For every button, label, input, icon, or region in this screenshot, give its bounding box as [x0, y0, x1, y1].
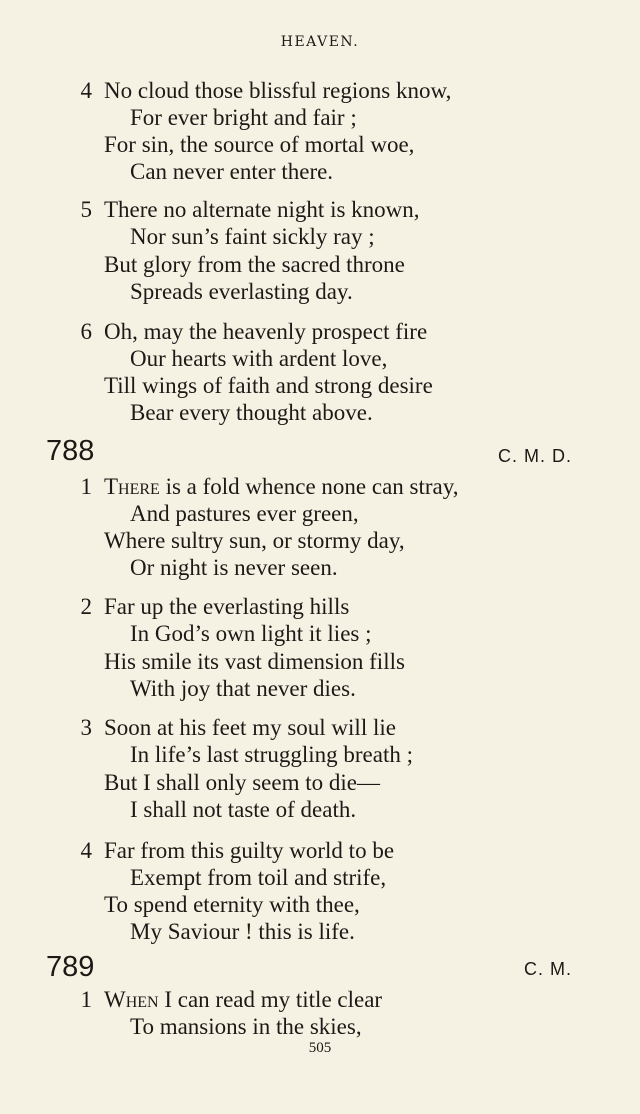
page-number: 505: [308, 1040, 332, 1056]
hymn-number: 789: [46, 951, 95, 983]
verse-number: 1: [80, 474, 92, 499]
verse-line: Oh, may the heavenly prospect fire: [104, 319, 428, 344]
verse-line: Bear every thought above.: [130, 400, 373, 425]
verse-line: My Saviour ! this is life.: [130, 919, 355, 944]
verse-number: 4: [80, 838, 92, 863]
verse-line: For ever bright and fair ;: [130, 105, 357, 130]
verse-line: Far from this guilty world to be: [104, 838, 395, 863]
verse-line: Can never enter there.: [130, 159, 334, 184]
verse-line: To spend eternity with thee,: [104, 892, 360, 917]
verse-line: In life’s last struggling breath ;: [130, 742, 413, 767]
page-header: HEAVEN.: [280, 34, 360, 50]
verse-line-rest: is a fold whence none can stray,: [159, 474, 459, 499]
verse-line: Exempt from toil and strife,: [130, 865, 387, 890]
verse-line: But glory from the sacred throne: [104, 252, 405, 277]
hymn-meter: C. M. D.: [498, 446, 572, 466]
verse-number: 1: [80, 987, 92, 1012]
verse-line: Till wings of faith and strong desire: [104, 373, 433, 398]
verse-number: 2: [80, 594, 92, 619]
verse-line: With joy that never dies.: [130, 676, 356, 701]
verse-line: [104, 475, 459, 498]
hymn-number: 788: [46, 435, 95, 467]
verse-line: Or night is never seen.: [130, 555, 338, 580]
verse-first-word: When: [104, 987, 159, 1012]
verse-line: Nor sun’s faint sickly ray ;: [130, 224, 375, 249]
verse-number: 6: [80, 319, 92, 344]
verse-line: His smile its vast dimension fills: [104, 649, 405, 674]
verse-number: 3: [80, 715, 92, 740]
verse-line: Far up the everlasting hills: [104, 594, 350, 619]
verse-line: Where sultry sun, or stormy day,: [104, 528, 405, 553]
verse-line: I shall not taste of death.: [130, 797, 357, 822]
hymn-meter: C. M.: [524, 959, 572, 979]
verse-line: Our hearts with ardent love,: [130, 346, 388, 371]
verse-line: Soon at his feet my soul will lie: [104, 715, 396, 740]
verse-line: For sin, the source of mortal woe,: [104, 132, 415, 157]
verse-line: Spreads everlasting day.: [130, 279, 353, 304]
verse-line: But I shall only seem to die—: [104, 770, 380, 795]
verse-line: To mansions in the skies,: [130, 1014, 362, 1039]
verse-line-rest: I can read my title clear: [158, 987, 383, 1012]
verse-number: 4: [80, 78, 92, 103]
verse-line: And pastures ever green,: [130, 501, 359, 526]
verse-line: In God’s own light it lies ;: [130, 621, 372, 646]
verse-first-word: There: [104, 474, 160, 499]
verse-number: 5: [80, 197, 92, 222]
verse-line: No cloud those blissful regions know,: [104, 78, 452, 103]
verse-line: [104, 988, 382, 1011]
verse-line: There no alternate night is known,: [104, 197, 420, 222]
